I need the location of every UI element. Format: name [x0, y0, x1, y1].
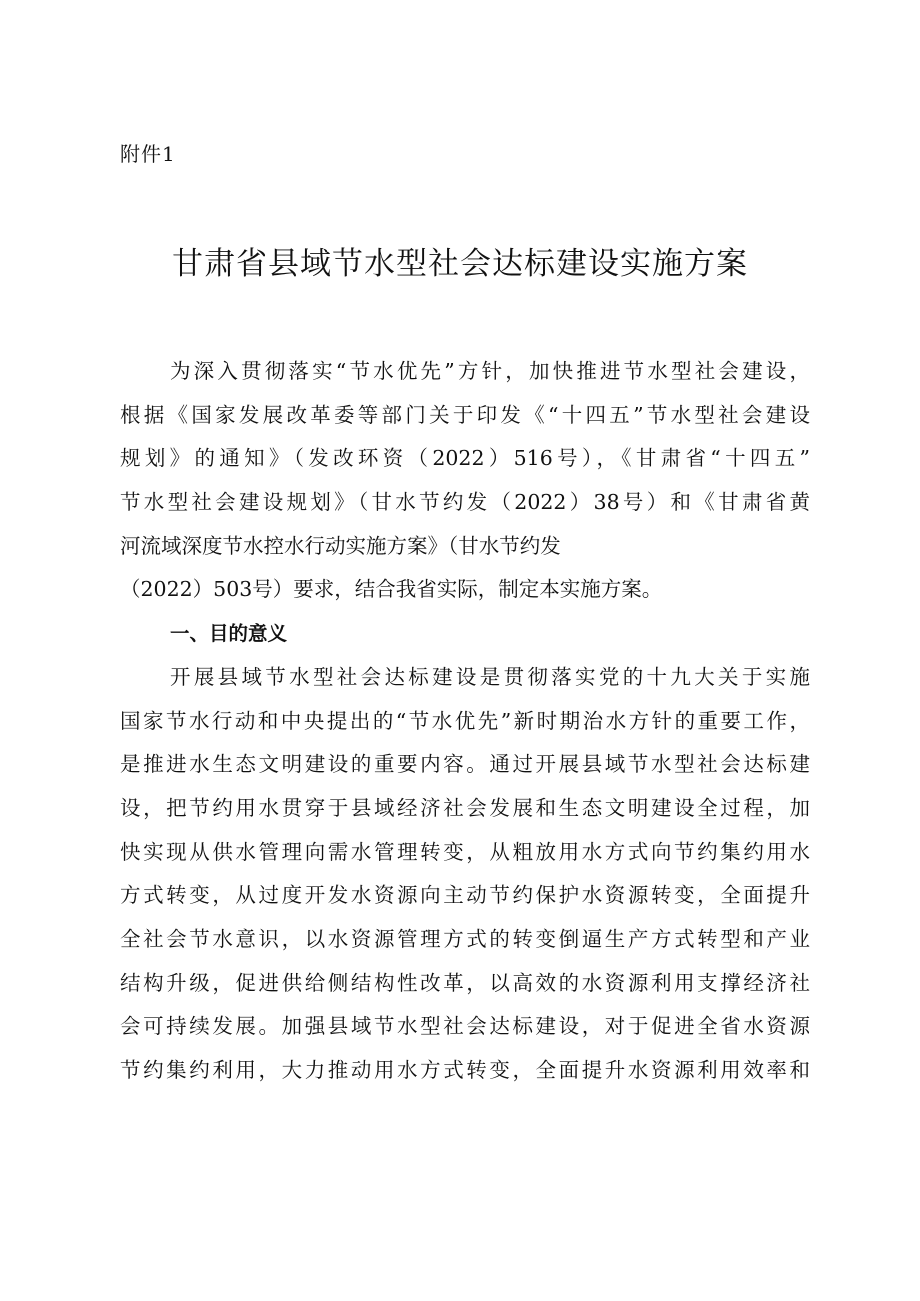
- section-line: 节约集约利用，大力推动用水方式转变，全面提升水资源利用效率和: [120, 1058, 810, 1082]
- section-line: 结构升级，促进供给侧结构性改革，以高效的水资源利用支撑经济社: [120, 970, 810, 995]
- document-body: [120, 350, 810, 1093]
- intro-line: 河流域深度节水控水行动实施方案》（甘水节约发: [120, 533, 561, 558]
- section-line: 国家节水行动和中央提出的“节水优先”新时期治水方针的重要工作，: [120, 708, 810, 733]
- section-line: 快实现从供水管理向需水管理转变，从粗放用水方式向节约集约用水: [120, 839, 810, 864]
- intro-line: 规划》的通知》（发改环资（2022）516号），《甘肃省“十四五”: [120, 446, 810, 471]
- section-line: 会可持续发展。加强县域节水型社会达标建设，对于促进全省水资源: [120, 1014, 810, 1039]
- section-line: 开展县域节水型社会达标建设是贯彻落实党的十九大关于实施: [170, 664, 810, 689]
- intro-line: （2022）503号）要求，结合我省实际，制定本实施方案。: [120, 577, 663, 602]
- intro-line: 为深入贯彻落实“节水优先”方针，加快推进节水型社会建设，: [170, 359, 810, 383]
- document-title: 甘肃省县域节水型社会达标建设实施方案: [172, 246, 748, 282]
- section-line: 设，把节约用水贯穿于县域经济社会发展和生态文明建设全过程，加: [120, 795, 810, 820]
- attachment-label: 附件1: [120, 142, 176, 166]
- section-line: 是推进水生态文明建设的重要内容。通过开展县域节水型社会达标建: [120, 752, 810, 777]
- intro-line: 根据《国家发展改革委等部门关于印发《“十四五”节水型社会建设: [120, 402, 810, 427]
- section-heading: 一、目的意义: [170, 622, 288, 646]
- section-line: 全社会节水意识，以水资源管理方式的转变倒逼生产方式转型和产业: [120, 926, 810, 951]
- section-line: 方式转变，从过度开发水资源向主动节约保护水资源转变，全面提升: [120, 883, 810, 908]
- intro-line: 节水型社会建设规划》（甘水节约发（2022）38号）和《甘肃省黄: [120, 490, 810, 515]
